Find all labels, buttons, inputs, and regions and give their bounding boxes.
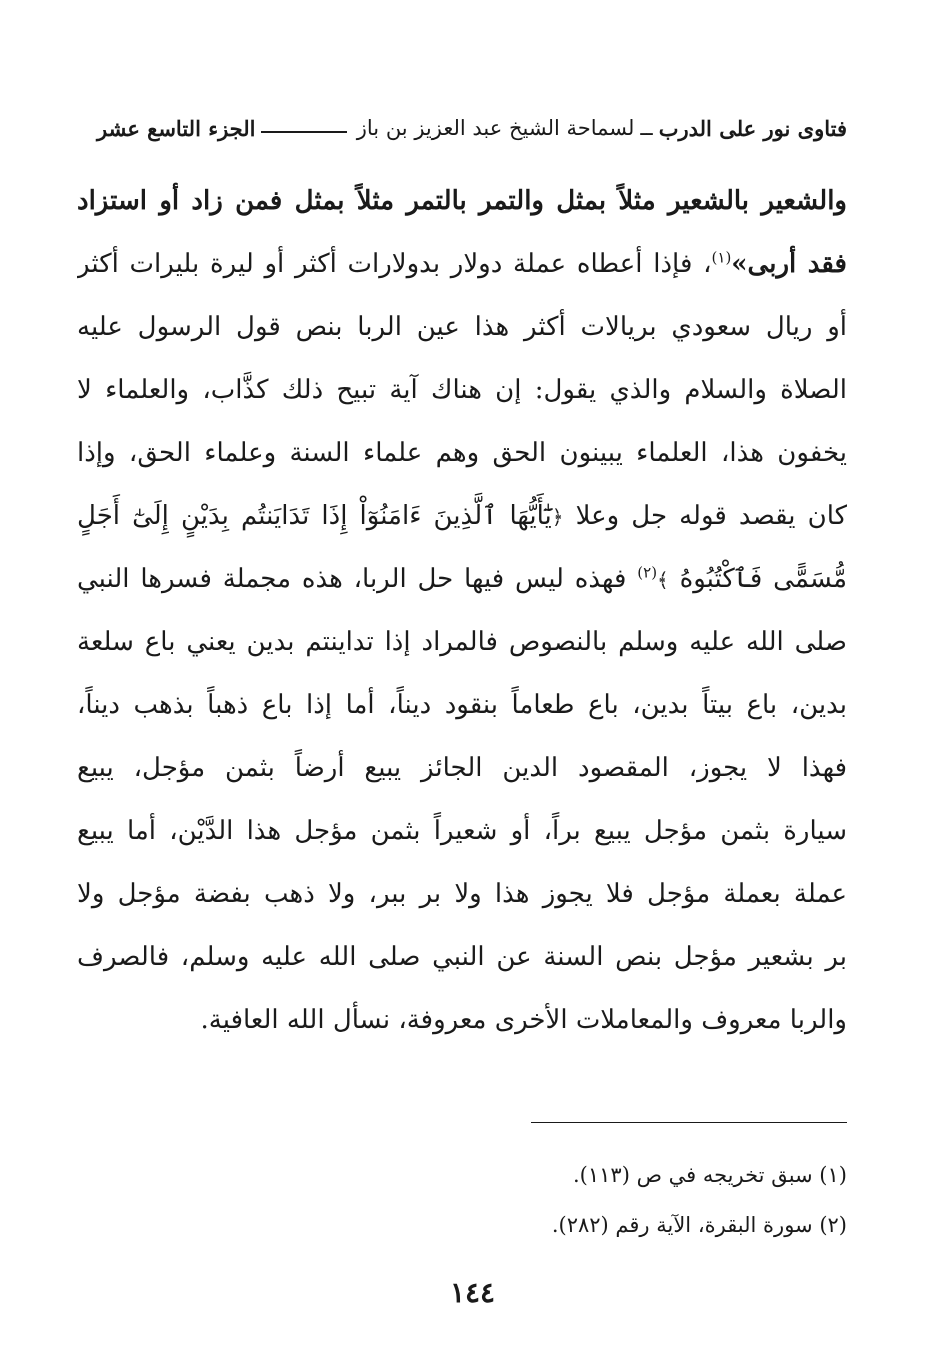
footnote-item: (٢) سورة البقرة، الآية رقم (٢٨٢). bbox=[551, 1213, 847, 1237]
volume-label: الجزء التاسع عشر bbox=[97, 115, 256, 141]
text-line: عملة بعملة مؤجل فلا يجوز هذا ولا بر ببر، ولا ذهب بفضة مؤجل ولا bbox=[77, 879, 847, 909]
running-header bbox=[97, 108, 847, 148]
footnote-separator bbox=[531, 1122, 847, 1123]
footnote-ref: (١) bbox=[711, 248, 732, 267]
text-line: يخفون هذا، العلماء يبينون الحق وهم علماء السنة وعلماء الحق، وإذا bbox=[77, 438, 847, 468]
text-line: والشعير بالشعير مثلاً بمثل والتمر بالتمر مثلاً بمثل فمن زاد أو استزاد bbox=[77, 186, 847, 216]
text-line: فهذا لا يجوز، المقصود الدين الجائز يبيع أرضاً بثمن مؤجل، يبيع bbox=[77, 753, 847, 783]
text-line bbox=[77, 548, 847, 611]
line-text: فهذه ليس فيها حل الربا، هذه مجملة فسرها النبي bbox=[77, 564, 627, 594]
text-line: أو ريال سعودي بريالات أكثر هذا عين الربا بنص قول الرسول عليه bbox=[77, 312, 847, 342]
footnotes bbox=[147, 1150, 847, 1250]
text-line: صلى الله عليه وسلم بالنصوص فالمراد إذا تداينتم بدين يعني باع سلعة bbox=[77, 627, 847, 657]
hadith-end: فقد أربى» bbox=[731, 249, 847, 279]
header-dash: ــ bbox=[640, 116, 653, 140]
text-line: بدين، باع بيتاً بدين، باع طعاماً بنقود ديناً، أما إذا باع ذهباً بذهب ديناً، bbox=[77, 690, 847, 720]
footnote-item: (١) سبق تخريجه في ص (١١٣). bbox=[573, 1163, 847, 1187]
quran-verse: مُّسَمًّى فَٱكْتُبُوهُ bbox=[679, 564, 847, 594]
main-text bbox=[77, 170, 847, 1052]
author-name: لسماحة الشيخ عبد العزيز بن باز bbox=[356, 116, 635, 140]
text-line bbox=[77, 233, 847, 296]
text-line: سيارة بثمن مؤجل يبيع براً، أو شعيراً بثمن مؤجل هذا الدَّيْن، أما يبيع bbox=[77, 816, 847, 846]
page-number: ١٤٤ bbox=[449, 1276, 496, 1309]
quran-bracket-open: ﴿ bbox=[551, 505, 564, 529]
quran-verse: يَٰٓأَيُّهَا ٱلَّذِينَ ءَامَنُوٓاْ إِذَا تَدَايَنتُم بِدَيْنٍ إِلَىٰٓ أَجَلٍ bbox=[77, 501, 552, 531]
text-line bbox=[77, 485, 847, 548]
header-rule bbox=[261, 131, 346, 133]
footnote-ref: (٢) bbox=[637, 563, 658, 582]
line-text: ، فإذا أعطاه عملة دولار بدولارات أكثر أو ليرة بليرات أكثر bbox=[77, 249, 712, 279]
text-line: بر بشعير مؤجل بنص السنة عن النبي صلى الله عليه وسلم، فالصرف bbox=[77, 942, 847, 972]
book-title: فتاوى نور على الدرب bbox=[658, 115, 847, 141]
text-line: الصلاة والسلام والذي يقول: إن هناك آية تبيح ذلك كذَّاب، والعلماء لا bbox=[77, 375, 847, 405]
line-text: كان يقصد قوله جل وعلا bbox=[575, 501, 847, 531]
quran-bracket-close: ﴾ bbox=[657, 568, 669, 592]
text-line: والربا معروف والمعاملات الأخرى معروفة، نسأل الله العافية. bbox=[200, 1005, 847, 1035]
